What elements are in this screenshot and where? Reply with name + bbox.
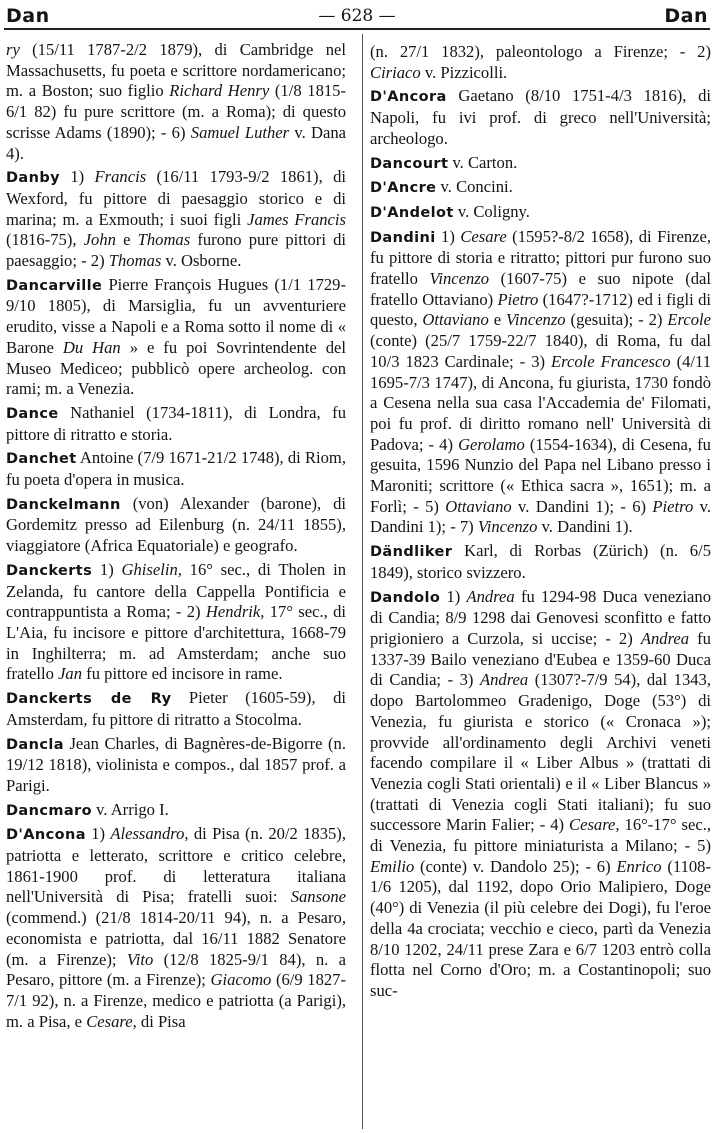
entry-text: (1816-75),: [6, 230, 84, 250]
dictionary-entry: [370, 86, 711, 149]
entry-italic-text: ry: [6, 40, 20, 59]
entry-text: fu pittore ed incisore in rame.: [82, 664, 283, 684]
dictionary-entry: [6, 167, 346, 272]
entry-text: v. Dandini 1).: [537, 517, 633, 537]
entry-italic-text: Ottaviano: [422, 310, 489, 330]
entry-text: v. Dandini 1); - 7): [370, 496, 711, 537]
page-number: — 628 —: [318, 6, 396, 26]
entry-text: Pieter (1605-59), di Amsterdam, fu pittore di ritratto a Stocolma.: [6, 688, 346, 729]
page-header: [4, 4, 710, 30]
entry-text: v. Dana 4).: [6, 122, 346, 163]
entry-italic-text: Pietro: [652, 496, 694, 516]
entry-headword: Danchet: [6, 451, 77, 468]
dictionary-entry: [370, 541, 711, 583]
entry-text: v. Carton.: [448, 152, 518, 172]
entry-italic-text: Richard Henry: [169, 81, 270, 101]
dictionary-entry: [6, 560, 346, 685]
entry-text: furono pure pittori di paesaggio; - 2): [6, 230, 346, 271]
entry-italic-text: Emilio: [370, 856, 415, 876]
dictionary-entry: [6, 494, 346, 557]
entry-italic-text: Andrea: [479, 670, 529, 690]
entry-text: fu 1294-98 Duca veneziano di Candia; 8/9 1298 dai Genovesi sconfitto e fatto prigioniero a Curzola, si uccise; - 2): [370, 586, 711, 648]
entry-headword: Dance: [6, 405, 59, 422]
column-divider: [362, 34, 363, 1129]
dictionary-entry: [370, 153, 711, 175]
dictionary-entry: [370, 42, 711, 83]
entry-italic-text: Gerolamo: [458, 434, 525, 454]
entry-italic-text: John: [83, 230, 116, 250]
entry-italic-text: Ottaviano: [445, 496, 512, 516]
entry-headword: D'Ancre: [370, 180, 437, 197]
entry-italic-text: Ercole: [667, 310, 711, 330]
entry-headword: D'Ancona: [6, 827, 86, 844]
entry-text: (1595?-8/2 1658), di Firenze, fu pittore di storia e ritratto; pittori pur furono suo fratello: [370, 226, 711, 289]
entry-headword: Dancmaro: [6, 802, 92, 819]
entry-text: di Pisa (n. 20/2 1835), patriotta e letterato, scrittore e critico celebre, 1861-1900 prof. di letteratura italiana nell'Università di Pisa; fratelli suoi:: [6, 824, 346, 907]
entry-italic-text: Vincenzo: [429, 269, 490, 289]
entry-text: (commend.) (21/8 1814-20/11 94), n. a Pesaro, economista e patriotta, dal 16/11 1882 Senatore (m. a Firenze);: [6, 908, 346, 969]
left-column: [6, 40, 346, 1035]
dictionary-entry: [6, 403, 346, 445]
entry-text: v. Osborne.: [161, 251, 242, 271]
entry-text: 1): [435, 226, 461, 246]
entry-headword: Dancourt: [370, 155, 449, 172]
entry-text: 16° sec., di Tholen in Zelanda, fu cantore della Cappella Pontificia e contrappuntista a Roma; - 2): [6, 559, 346, 622]
entry-headword: Dancla: [6, 736, 64, 753]
entry-text: (1307?-7/9 54), dal 1343, dopo Bartolommeo Gradenigo, Doge (53°) di Venezia, fu giurista e storico (« Cronaca »); provvide all'ordinamento degli Archivi veneti facendo compilare il « Liber Albus » (trattati di Venezia cogli Stati orientali) e il « Liber Blancus » (trattati di Venezia cogli Stati italiani); fu suo successore Marin Falier; - 4): [370, 670, 712, 835]
entry-italic-text: Thomas: [137, 230, 191, 250]
entry-text: (conte) v. Dandolo 25); - 6): [414, 856, 617, 876]
entry-italic-text: Thomas: [108, 251, 162, 271]
entry-italic-text: Andrea: [640, 628, 690, 648]
entry-italic-text: Cesare,: [569, 815, 620, 835]
entry-text: 1): [92, 559, 122, 579]
entry-text: (1/8 1815-6/1 82) fu pure scrittore (m. a Roma); di questo scrisse Adams (1890); - 6): [6, 81, 346, 142]
entry-text: (16/11 1793-9/2 1861), di Wexford, fu pittore di paesaggio storico e di marina; m. a Exmouth; i suoi figli: [6, 167, 346, 229]
entry-text: (conte) (25/7 1759-22/7 1840), di Roma, fu dal 10/3 1823 Cardinale; - 3): [370, 331, 711, 371]
entry-italic-text: Giacomo: [210, 970, 272, 990]
entry-italic-text: Francis: [94, 167, 147, 187]
entry-headword: Dandini: [370, 229, 436, 246]
entry-italic-text: Vincenzo: [506, 310, 566, 330]
dictionary-entry: [370, 227, 711, 539]
entry-italic-text: Du Han: [62, 337, 121, 357]
dictionary-entry: [6, 800, 346, 822]
entry-text: 1): [85, 824, 111, 844]
dictionary-entry: [6, 448, 346, 490]
running-head-right: Dan: [664, 5, 708, 27]
entry-text: (4/11 1695-7/3 1747), di Ancona, fu giurista, 1730 fondò a Cesena nella sua casa l'Accademia de' Filomati, poi fu prof. di diritto romano nell' Università di Padova; - 4): [370, 351, 711, 454]
entry-headword: Danckerts de Ry: [6, 691, 172, 708]
entry-text: e: [488, 310, 507, 330]
entry-text: » e fu poi Sovrintendente del Museo Mediceo; pubblicò opere archeolog. con rami; m. a Venezia.: [6, 337, 346, 399]
entry-text: Jean Charles, di Bagnères-de-Bigorre (n. 19/12 1818), violinista e compos., dal 1857 prof. a Parigi.: [6, 733, 346, 795]
entry-text: (6/9 1827-7/1 92), n. a Firenze, medico e patriotta (a Parigi), m. a Pisa, e: [6, 970, 346, 1031]
entry-text: (gesuita); - 2): [565, 310, 668, 330]
entry-headword: Danby: [6, 170, 60, 187]
entry-text: (1607-75) e suo nipote (dal fratello Ottaviano): [370, 269, 711, 309]
entry-text: 16°-17° sec., di Venezia, fu pittore miniaturista a Milano; - 5): [370, 815, 711, 856]
entry-text: Antoine (7/9 1671-21/2 1748), di Riom, fu poeta d'opera in musica.: [6, 448, 346, 490]
running-head-left: Dan: [6, 5, 50, 27]
dictionary-entry: [370, 177, 711, 199]
entry-headword: D'Andelot: [370, 204, 454, 221]
entry-italic-text: Jan: [58, 664, 83, 684]
entry-text: (1647?-1712) ed i figli di questo,: [370, 289, 711, 330]
entry-text: (von) Alexander (barone), di Gordemitz presso ad Eilenburg (n. 24/11 1855), viaggiatore (Africa Equatoriale) e geografo.: [6, 493, 346, 556]
entry-text: v. Dandini 1); - 6): [511, 496, 653, 516]
entry-italic-text: Ercole Francesco: [550, 351, 671, 371]
entry-text: (12/8 1825-9/1 84), n. a Pesaro, pittore (m. a Firenze);: [6, 949, 346, 990]
entry-text: Karl, di Rorbas (Zürich) (n. 6/5 1849), storico svizzero.: [370, 541, 711, 582]
entry-text: v. Concini.: [436, 177, 513, 197]
entry-italic-text: Samuel Luther: [190, 122, 290, 142]
entry-text: di Pisa: [136, 1011, 186, 1031]
entry-italic-text: Cesare,: [86, 1011, 137, 1031]
entry-text: (1108-1/6 1205), dal 1192, dopo Orio Malipiero, Doge (40°) di Venezia (il più celebre dei Dogi), fu l'eroe della 4a crociata; vecchio e cieco, partì da Venezia 8/10 1202, 24/11 prese Zara e 6/7 1203 entrò colla flotta nel Corno d'Oro; m. a Costantinopoli; suo suc-: [370, 856, 711, 1000]
entry-text: (1554-1634), di Cesena, fu gesuita, 1596 Nunzio del Papa nel Libano presso i Maroniti; scrittore (« Ethica sacra », 1651); m. a Forlì; - 5): [370, 434, 711, 516]
entry-text: v. Arrigo I.: [91, 799, 169, 819]
entry-text: e: [115, 230, 138, 250]
entry-text: Pierre François Hugues (1/1 1729-9/10 1805), di Marsiglia, fu un avventuriere erudito, visse a Napoli e a Roma sotto il nome di « Barone: [6, 274, 346, 357]
dictionary-entry: [370, 587, 711, 1002]
dictionary-entry: [6, 688, 346, 730]
entry-italic-text: Andrea: [466, 586, 515, 606]
entry-italic-text: James Francis: [247, 209, 346, 229]
entry-headword: Dändliker: [370, 544, 453, 561]
entry-italic-text: Ghiselin,: [121, 559, 182, 579]
entry-text: 17° sec., di L'Aia, fu incisore e pittore d'architettura, 1668-79 in Inghilterra; m. ad Amsterdam; anche suo fratello: [6, 602, 346, 684]
entry-headword: Danckerts: [6, 562, 93, 579]
entry-italic-text: Cesare: [460, 226, 507, 246]
entry-italic-text: Hendrik,: [205, 602, 265, 622]
entry-text: v. Coligny.: [453, 201, 530, 221]
entry-headword: D'Ancora: [370, 89, 447, 106]
dictionary-entry: [6, 734, 346, 797]
entry-italic-text: Ciriaco: [370, 62, 421, 82]
right-column: [370, 42, 711, 1005]
entry-italic-text: Vito: [126, 949, 154, 969]
entry-italic-text: Sansone: [290, 887, 346, 907]
entry-text: fu 1337-39 Bailo veneziano d'Eubea e 1359-60 Duca di Candia; - 3): [370, 628, 711, 690]
entry-italic-text: Pietro: [497, 289, 539, 309]
entry-text: v. Pizzicolli.: [420, 62, 508, 82]
entry-text: (n. 27/1 1832), paleontologo a Firenze; - 2): [370, 42, 711, 61]
entry-italic-text: Enrico: [616, 856, 662, 876]
entry-headword: Dandolo: [370, 589, 441, 606]
dictionary-entry: [370, 202, 711, 224]
entry-headword: Dancarville: [6, 277, 103, 294]
dictionary-entry: [6, 275, 346, 400]
entry-text: 1): [59, 167, 95, 187]
dictionary-entry: [6, 40, 346, 164]
entry-text: 1): [440, 586, 467, 606]
entry-text: (15/11 1787-2/2 1879), di Cambridge nel Massachusetts, fu poeta e scrittore nordamericano; m. a Boston; suo figlio: [6, 40, 346, 101]
entry-text: Nathaniel (1734-1811), di Londra, fu pittore di ritratto e storia.: [6, 402, 346, 444]
dictionary-entry: [6, 824, 346, 1032]
entry-italic-text: Vincenzo: [477, 517, 538, 537]
entry-text: Gaetano (8/10 1751-4/3 1816), di Napoli, fu ivi prof. di greco nell'Università; archeologo.: [370, 86, 711, 148]
entry-italic-text: Alessandro,: [110, 824, 189, 844]
entry-headword: Danckelmann: [6, 496, 121, 513]
